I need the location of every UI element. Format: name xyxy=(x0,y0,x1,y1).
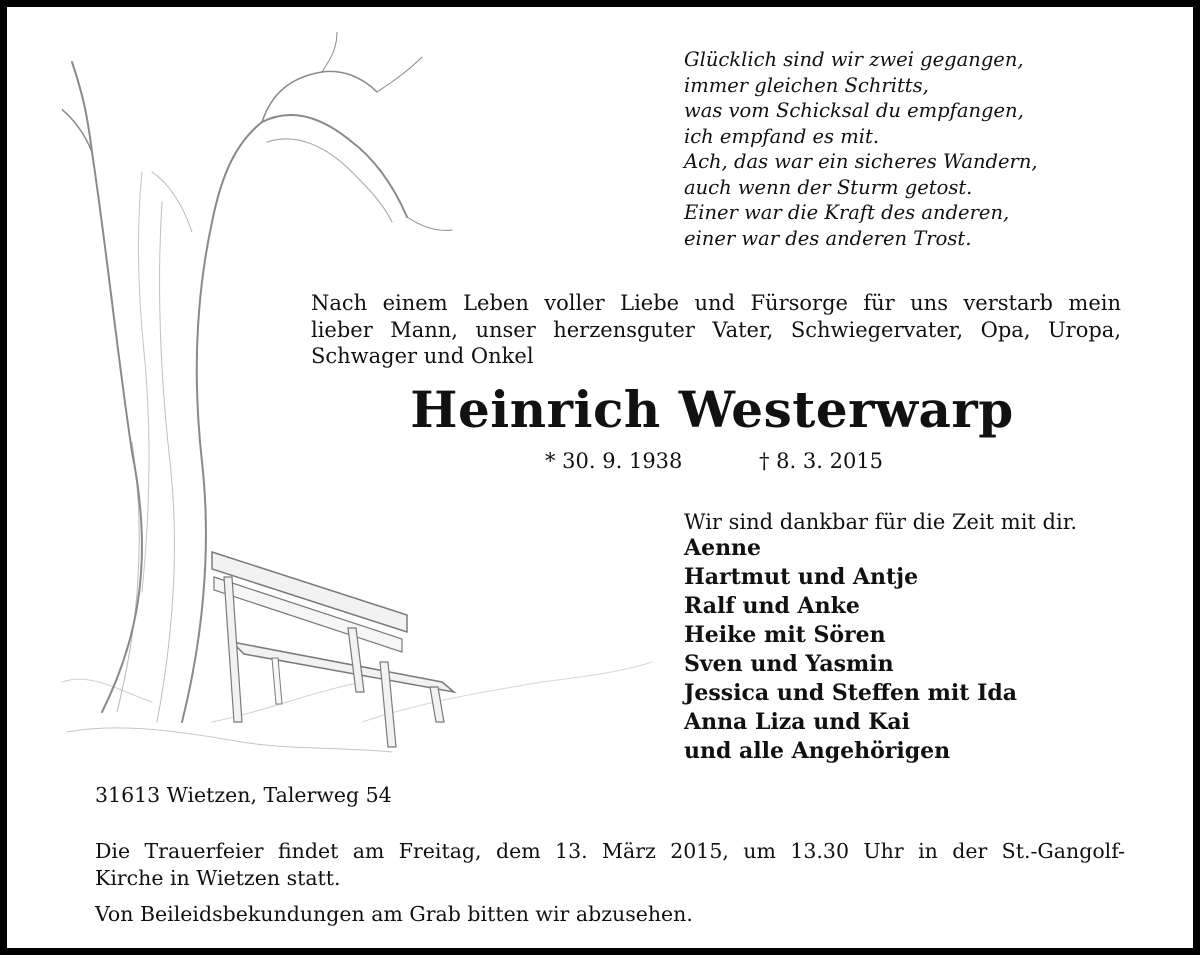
poem-line: Ach, das war ein sicheres Wandern, xyxy=(684,150,1038,173)
poem-line: was vom Schicksal du empfangen, xyxy=(684,99,1024,122)
death-announcement-text xyxy=(311,290,1121,370)
mourner-name: und alle Angehörigen xyxy=(684,738,951,764)
deceased-name: Heinrich Westerwarp xyxy=(410,380,1014,439)
death-date: † 8. 3. 2015 xyxy=(759,449,884,473)
poem-line: Glücklich sind wir zwei gegangen, xyxy=(684,48,1024,71)
mourner-name: Hartmut und Antje xyxy=(684,564,919,590)
mourner-name: Sven und Yasmin xyxy=(684,651,894,677)
bench-drawing xyxy=(212,552,454,747)
memorial-poem xyxy=(684,47,1164,251)
poem-line: auch wenn der Sturm getost. xyxy=(684,175,973,199)
announcement-line: lieber Mann, unser herzensguter Vater, Schwiegervater, Opa, Uropa, xyxy=(311,317,1121,342)
mourner-name: Aenne xyxy=(684,535,762,561)
poem-line: einer war des anderen Trost. xyxy=(684,226,972,250)
mourner-name: Heike mit Sören xyxy=(684,622,886,648)
family-address: 31613 Wietzen, Talerweg 54 xyxy=(95,783,392,807)
poem-line: ich empfand es mit. xyxy=(684,124,880,148)
mourner-name: Ralf und Anke xyxy=(684,593,860,619)
condolence-note: Von Beileidsbekundungen am Grab bitten wir abzusehen. xyxy=(95,902,693,926)
birth-date: * 30. 9. 1938 xyxy=(545,449,683,473)
mourner-name: Jessica und Steffen mit Ida xyxy=(684,680,1018,706)
service-line: Die Trauerfeier findet am Freitag, dem 13. März 2015, um 13.30 Uhr in der St.-Gangolf- xyxy=(95,839,1125,863)
poem-line: immer gleichen Schritts, xyxy=(684,73,929,97)
poem-line: Einer war die Kraft des anderen, xyxy=(684,201,1010,224)
service-line: Kirche in Wietzen statt. xyxy=(95,865,341,890)
mourner-name: Anna Liza und Kai xyxy=(684,709,910,735)
announcement-line: Nach einem Leben voller Liebe und Fürsorge für uns verstarb mein xyxy=(311,291,1121,315)
funeral-service-info xyxy=(95,838,1125,891)
announcement-line: Schwager und Onkel xyxy=(311,344,534,368)
thanks-line: Wir sind dankbar für die Zeit mit dir. xyxy=(684,510,1078,534)
mourners-list xyxy=(684,534,1017,766)
